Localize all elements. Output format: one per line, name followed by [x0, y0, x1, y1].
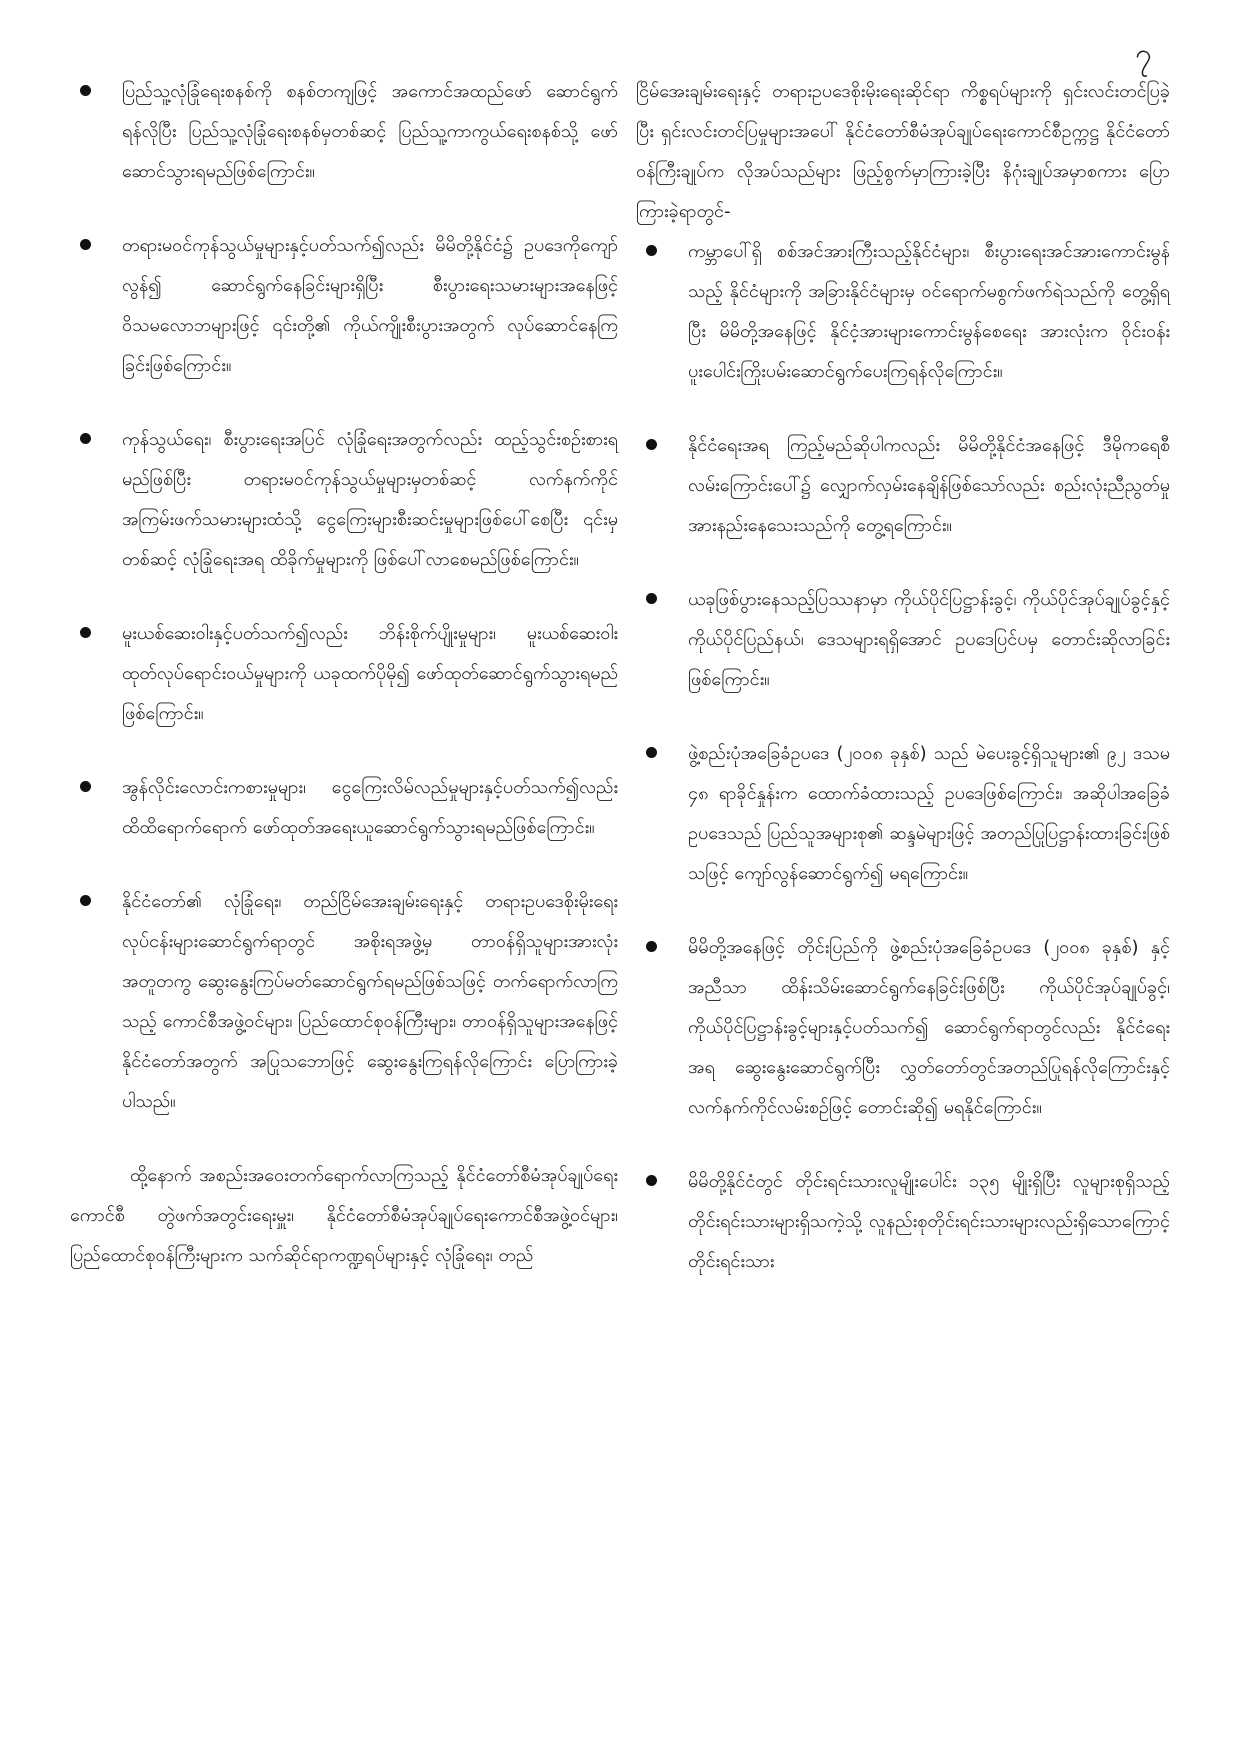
bullet-item — [70, 768, 618, 848]
bullet-text: တရားမဝင်ကုန်သွယ်မှုများနှင့်ပတ်သက်၍လည်း မိမိတို့နိုင်ငံ၌ ဥပဒေကိုကျော်လွန်၍ ဆောင်ရွက်နေခြင်းများရှိပြီး စီးပွားရေးသမားများအနေဖြင့် ဝိသမလောဘများဖြင့် ၎င်းတို့၏ ကိုယ်ကျိုးစီးပွားအတွက် လုပ်ဆောင်နေကြခြင်းဖြစ်ကြောင်း။ — [122, 235, 618, 376]
closing-paragraph: ထို့နောက် အစည်းအဝေးတက်ရောက်လာကြသည့် နိုင်ငံတော်စီမံအုပ်ချုပ်ရေးကောင်စီ တွဲဖက်အတွင်းရေးမှူး၊ နိုင်ငံတော်စီမံအုပ်ချုပ်ရေးကောင်စီအဖွဲ့ဝင်များ၊ ပြည်ထောင်စုဝန်ကြီးများက သက်ဆိုင်ရာကဏ္ဍရပ်များနှင့် လုံခြုံရေး၊ တည် — [70, 1165, 618, 1266]
bullet-item — [636, 426, 1170, 546]
bullet-icon — [646, 1175, 657, 1186]
bullet-item — [70, 226, 618, 386]
bullet-icon — [80, 781, 91, 792]
bullet-item — [70, 882, 618, 1122]
bullet-text: မိမိတို့နိုင်ငံတွင် တိုင်းရင်းသားလူမျိုးပေါင်း ၁၃၅ မျိုးရှိပြီး လူများစုရှိသည့် တိုင်းရင်းသားများရှိသကဲ့သို့ လူနည်းစုတိုင်းရင်းသားများလည်းရှိသောကြောင့် တိုင်းရင်းသား — [688, 1171, 1170, 1272]
bullet-icon — [80, 895, 91, 906]
bullet-text: နိုင်ငံတော်၏ လုံခြုံရေး၊ တည်ငြိမ်အေးချမ်းရေးနှင့် တရားဥပဒေစိုးမိုးရေး လုပ်ငန်းများဆောင်ရွက်ရာတွင် အစိုးရအဖွဲ့မှ တာဝန်ရှိသူများအားလုံး အတူတကွ ဆွေးနွေးကြပ်မတ်ဆောင်ရွက်ရမည်ဖြစ်သဖြင့် တက်ရောက်လာကြသည့် ကောင်စီအဖွဲ့ဝင်များ၊ ပြည်ထောင်စုဝန်ကြီးများ၊ တာဝန်ရှိသူများအနေဖြင့် နိုင်ငံတော်အတွက် အပြုသဘောဖြင့် ဆွေးနွေးကြရန်လိုကြောင်း ပြောကြားခဲ့ပါသည်။ — [122, 891, 618, 1112]
bullet-item — [70, 72, 618, 192]
bullet-icon — [646, 245, 657, 256]
bullet-text: ဖွဲ့စည်းပုံအခြေခံဥပဒေ (၂၀၀၈ ခုနှစ်) သည် မဲပေးခွင့်ရှိသူများ၏ ၉၂ ဒသမ ၄၈ ရာခိုင်နှုန်းက ထောက်ခံထားသည့် ဥပဒေဖြစ်ကြောင်း၊ အဆိုပါအခြေခံဥပဒေသည် ပြည်သူအများစု၏ ဆန္ဒမဲများဖြင့် အတည်ပြုပြဋ္ဌာန်းထားခြင်းဖြစ်သဖြင့် ကျော်လွန်ဆောင်ရွက်၍ မရကြောင်း။ — [688, 743, 1170, 884]
bullet-item — [636, 580, 1170, 700]
bullet-icon — [80, 85, 91, 96]
bullet-icon — [646, 439, 657, 450]
left-column — [70, 72, 618, 1276]
bullet-item — [636, 734, 1170, 894]
bullet-icon — [80, 239, 91, 250]
bullet-text: နိုင်ငံရေးအရ ကြည့်မည်ဆိုပါကလည်း မိမိတို့နိုင်ငံအနေဖြင့် ဒီမိုကရေစီလမ်းကြောင်းပေါ်၌ လျှောက်လှမ်းနေချိန်ဖြစ်သော်လည်း စည်းလုံးညီညွတ်မှု အားနည်းနေသေးသည်ကို တွေ့ရကြောင်း။ — [688, 435, 1170, 536]
bullet-item — [636, 928, 1170, 1128]
bullet-text: ပြည်သူ့လုံခြုံရေးစနစ်ကို စနစ်တကျဖြင့် အကောင်အထည်ဖော် ဆောင်ရွက်ရန်လိုပြီး ပြည်သူ့လုံခြုံရေးစနစ်မှတစ်ဆင့် ပြည်သူ့ကာကွယ်ရေးစနစ်သို့ ဖော်ဆောင်သွားရမည်ဖြစ်ကြောင်း။ — [122, 81, 618, 182]
bullet-icon — [80, 627, 91, 638]
bullet-item — [636, 232, 1170, 392]
bullet-text: မိမိတို့အနေဖြင့် တိုင်းပြည်ကို ဖွဲ့စည်းပုံအခြေခံဥပဒေ (၂၀၀၈ ခုနှစ်) နှင့်အညီသာ ထိန်းသိမ်းဆောင်ရွက်နေခြင်းဖြစ်ပြီး ကိုယ်ပိုင်အုပ်ချုပ်ခွင့်၊ ကိုယ်ပိုင်ပြဋ္ဌာန်းခွင့်များနှင့်ပတ်သက်၍ ဆောင်ရွက်ရာတွင်လည်း နိုင်ငံရေးအရ ဆွေးနွေးဆောင်ရွက်ပြီး လွှတ်တော်တွင်အတည်ပြုရန်လိုကြောင်းနှင့် လက်နက်ကိုင်လမ်းစဉ်ဖြင့် တောင်းဆို၍ မရနိုင်ကြောင်း။ — [688, 937, 1170, 1118]
bullet-text: ကုန်သွယ်ရေး၊ စီးပွားရေးအပြင် လုံခြုံရေးအတွက်လည်း ထည့်သွင်းစဉ်းစားရမည်ဖြစ်ပြီး တရားမဝင်ကုန်သွယ်မှုများမှတစ်ဆင့် လက်နက်ကိုင်အကြမ်းဖက်သမားများထံသို့ ငွေကြေးများစီးဆင်းမှုများဖြစ်ပေါ်စေပြီး ၎င်းမှတစ်ဆင့် လုံခြုံရေးအရ ထိခိုက်မှုများကို ဖြစ်ပေါ်လာစေမည်ဖြစ်ကြောင်း။ — [122, 429, 618, 570]
bullet-icon — [646, 941, 657, 952]
bullet-icon — [646, 747, 657, 758]
bullet-icon — [80, 433, 91, 444]
bullet-text: အွန်လိုင်းလောင်းကစားမှုများ၊ ငွေကြေးလိမ်လည်မှုများနှင့်ပတ်သက်၍လည်း ထိထိရောက်ရောက် ဖော်ထုတ်အရေးယူဆောင်ရွက်သွားရမည်ဖြစ်ကြောင်း။ — [122, 777, 618, 838]
intro-paragraph: ငြိမ်အေးချမ်းရေးနှင့် တရားဥပဒေစိုးမိုးရေးဆိုင်ရာ ကိစ္စရပ်များကို ရှင်းလင်းတင်ပြခဲ့ပြီး ရှင်းလင်းတင်ပြမှုများအပေါ် နိုင်ငံတော်စီမံအုပ်ချုပ်ရေးကောင်စီဥက္ကဋ္ဌ နိုင်ငံတော်ဝန်ကြီးချုပ်က လိုအပ်သည်များ ဖြည့်စွက်မှာကြားခဲ့ပြီး နိဂုံးချုပ်အမှာစကား ပြောကြားခဲ့ရာတွင်- — [636, 81, 1170, 222]
bullet-text: မူးယစ်ဆေးဝါးနှင့်ပတ်သက်၍လည်း ဘိန်းစိုက်ပျိုးမှုများ၊ မူးယစ်ဆေးဝါးထုတ်လုပ်ရောင်းဝယ်မှုများကို ယခုထက်ပိုမို၍ ဖော်ထုတ်ဆောင်ရွက်သွားရမည်ဖြစ်ကြောင်း။ — [122, 623, 618, 724]
bullet-text: ယခုဖြစ်ပွားနေသည့်ပြဿနာမှာ ကိုယ်ပိုင်ပြဋ္ဌာန်းခွင့်၊ ကိုယ်ပိုင်အုပ်ချုပ်ခွင့်နှင့် ကိုယ်ပိုင်ပြည်နယ်၊ ဒေသများရရှိအောင် ဥပဒေပြင်ပမှ တောင်းဆိုလာခြင်းဖြစ်ကြောင်း။ — [688, 589, 1170, 690]
bullet-item — [636, 1162, 1170, 1282]
bullet-item — [70, 420, 618, 580]
right-column — [636, 72, 1170, 1316]
page-number: ၇ — [1135, 37, 1152, 72]
bullet-text: ကမ္ဘာပေါ်ရှိ စစ်အင်အားကြီးသည့်နိုင်ငံများ၊ စီးပွားရေးအင်အားကောင်းမွန်သည့် နိုင်ငံများကို အခြားနိုင်ငံများမှ ဝင်ရောက်မစွက်ဖက်ရဲသည်ကို တွေ့ရှိရပြီး မိမိတို့အနေဖြင့် နိုင်ငံ့အားများကောင်းမွန်စေရေး အားလုံးက ဝိုင်းဝန်းပူးပေါင်းကြိုးပမ်းဆောင်ရွက်ပေးကြရန်လိုကြောင်း။ — [688, 241, 1170, 382]
bullet-icon — [646, 593, 657, 604]
bullet-item — [70, 614, 618, 734]
